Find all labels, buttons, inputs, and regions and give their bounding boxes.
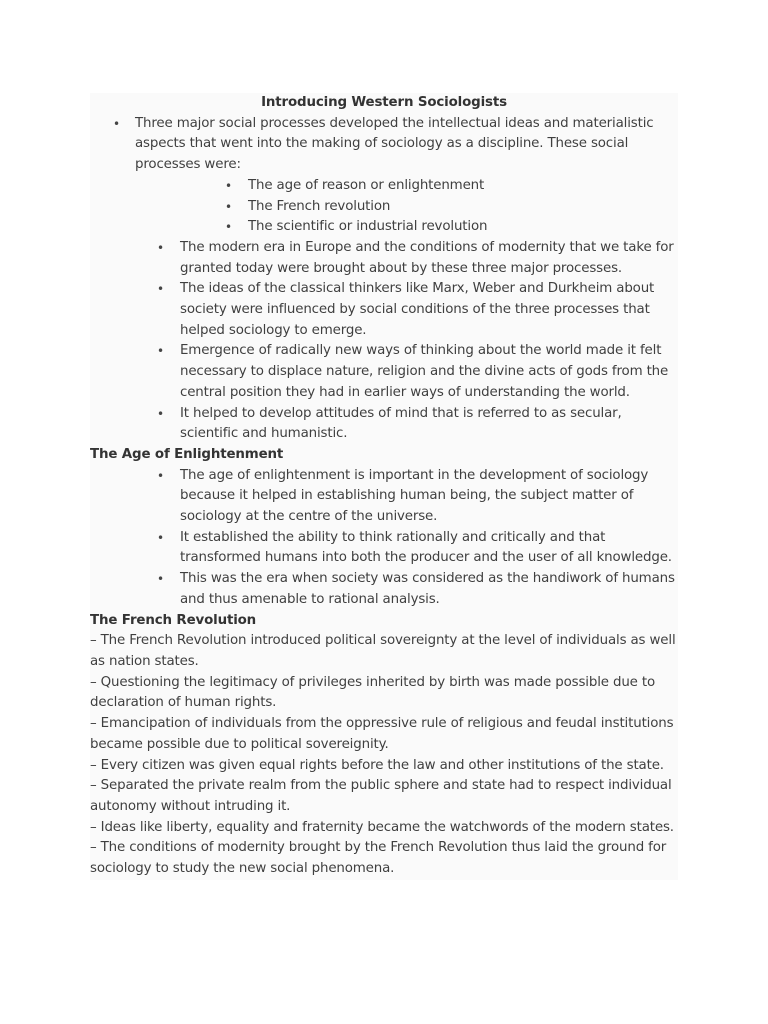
paragraph: – Ideas like liberty, equality and fraternity became the watchwords of the modern states. <box>90 819 674 835</box>
paragraph: – Questioning the legitimacy of privileges inherited by birth was made possible due to declaration of human rights. <box>90 674 655 711</box>
list-item: • The scientific or industrial revolution <box>90 217 678 238</box>
section-heading-enlightenment: The Age of Enlightenment <box>90 446 284 462</box>
list-item: • The age of enlightenment is important in the development of sociology because it helped in establishing human being, the subject matter of sociology at the centre of the universe. <box>90 466 678 528</box>
list-item: • It helped to develop attitudes of mind that is referred to as secular, scientific and humanistic. <box>90 404 678 445</box>
paragraph: – Separated the private realm from the public sphere and state had to respect individual autonomy without intruding it. <box>90 778 672 814</box>
list-item: • It established the ability to think rationally and critically and that transformed humans into both the producer and the user of all knowledge. <box>90 528 678 569</box>
list-item: • The French revolution <box>90 197 678 218</box>
intro-list <box>90 114 678 176</box>
list-item: • This was the era when society was considered as the handiwork of humans and thus amenable to rational analysis. <box>90 569 678 610</box>
intro-points-list <box>90 238 678 445</box>
section-heading-french-revolution: The French Revolution <box>90 612 257 628</box>
list-item: • Three major social processes developed the intellectual ideas and materialistic aspects that went into the making of sociology as a discipline. These social processes were: <box>90 114 678 176</box>
list-item: • The modern era in Europe and the conditions of modernity that we take for granted today were brought about by these three major processes. <box>90 238 678 279</box>
list-item: • Emergence of radically new ways of thinking about the world made it felt necessary to displace nature, religion and the divine acts of gods from the central position they had in earlier ways of understanding the world. <box>90 341 678 403</box>
enlightenment-list <box>90 466 678 611</box>
document-page <box>90 93 678 880</box>
paragraph: – The French Revolution introduced political sovereignty at the level of individuals as well as nation states. <box>90 633 676 669</box>
list-item: • The ideas of the classical thinkers like Marx, Weber and Durkheim about society were influenced by social conditions of the three processes that helped sociology to emerge. <box>90 279 678 341</box>
paragraph: – Emancipation of individuals from the oppressive rule of religious and feudal institutions became possible due to political sovereignity. <box>90 716 674 752</box>
document-title: Introducing Western Sociologists <box>261 95 507 110</box>
paragraph: – The conditions of modernity brought by the French Revolution thus laid the ground for sociology to study the new social phenomena. <box>90 840 667 877</box>
processes-list <box>90 176 678 238</box>
paragraph: – Every citizen was given equal rights before the law and other institutions of the state. <box>90 757 664 773</box>
list-item: • The age of reason or enlightenment <box>90 176 678 197</box>
